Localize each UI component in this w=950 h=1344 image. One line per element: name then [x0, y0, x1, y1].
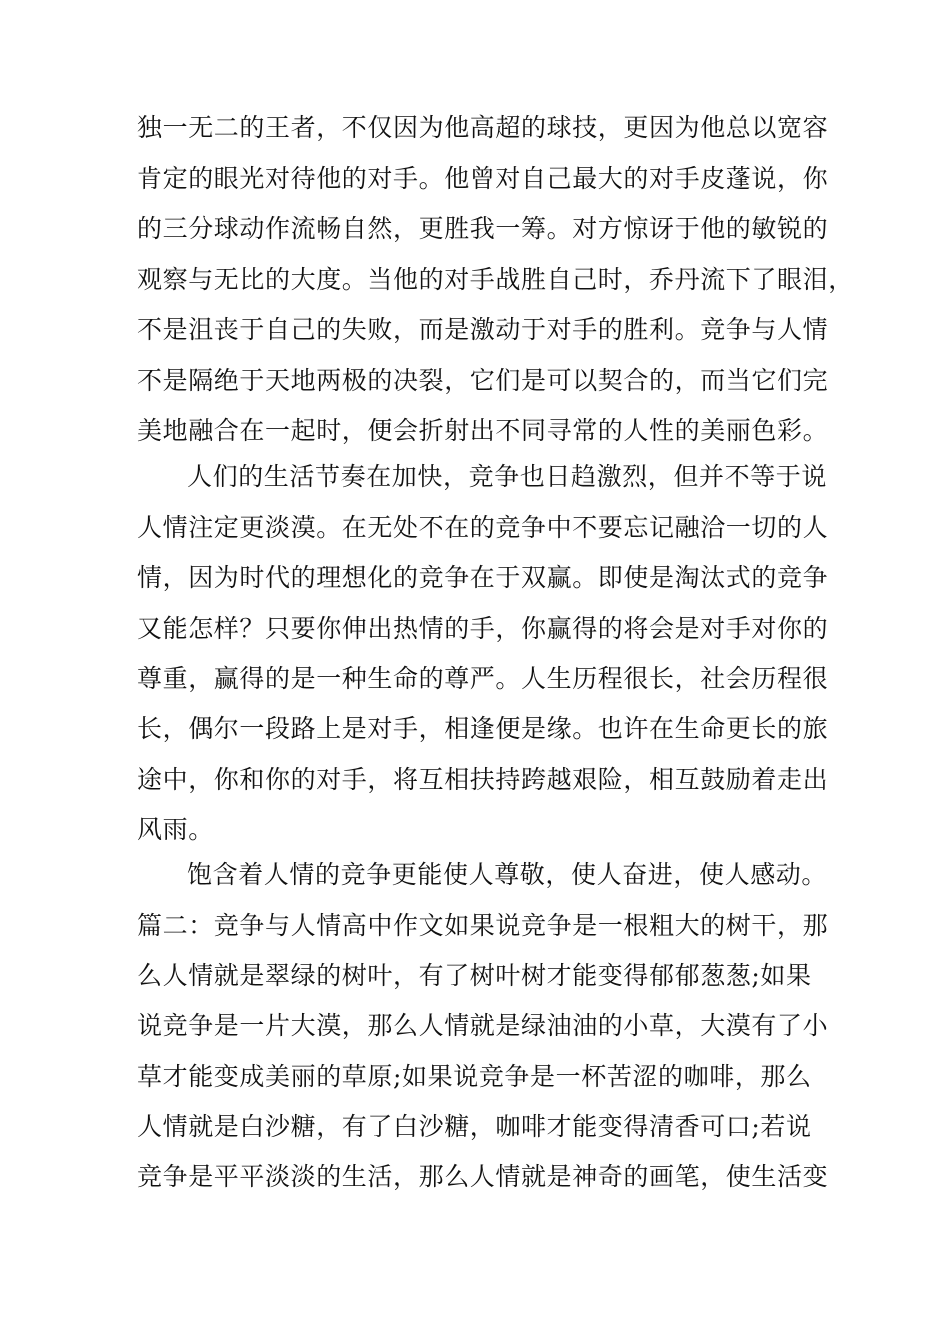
text-line: 途中，你和你的对手，将互相扶持跨越艰险，相互鼓励着走出 — [137, 765, 829, 794]
paragraph-first-line: 人们的生活节奏在加快，竞争也日趋激烈，但并不等于说 — [187, 462, 828, 491]
paragraph-first-line: 饱含着人情的竞争更能使人尊敬，使人奋进，使人感动。 — [187, 860, 828, 889]
text-line: 尊重，赢得的是一种生命的尊严。人生历程很长，社会历程很 — [137, 664, 829, 693]
text-line: 长，偶尔一段路上是对手，相逢便是缘。也许在生命更长的旅 — [137, 714, 829, 743]
text-line: 不是隔绝于天地两极的决裂，它们是可以契合的，而当它们完 — [137, 366, 829, 395]
text-line: 人情注定更淡漠。在无处不在的竞争中不要忘记融洽一切的人 — [137, 513, 829, 542]
text-line: 的三分球动作流畅自然，更胜我一筹。对方惊讶于他的敏锐的 — [137, 214, 829, 243]
text-line: 说竞争是一片大漠，那么人情就是绿油油的小草，大漠有了小 — [137, 1011, 829, 1040]
text-line: 又能怎样？只要你伸出热情的手，你赢得的将会是对手对你的 — [137, 614, 829, 643]
text-line: 独一无二的王者，不仅因为他高超的球技，更因为他总以宽容 — [137, 113, 829, 142]
text-line: 竞争是平平淡淡的生活，那么人情就是神奇的画笔，使生活变 — [137, 1162, 829, 1191]
text-line: 么人情就是翠绿的树叶，有了树叶树才能变得郁郁葱葱;如果 — [137, 961, 812, 990]
text-line: 风雨。 — [137, 815, 214, 844]
text-line: 情，因为时代的理想化的竞争在于双赢。即使是淘汰式的竞争 — [137, 563, 829, 592]
text-line: 不是沮丧于自己的失败，而是激动于对手的胜利。竞争与人情 — [137, 315, 829, 344]
text-line: 人情就是白沙糖，有了白沙糖，咖啡才能变得清香可口;若说 — [137, 1112, 812, 1141]
text-line: 草才能变成美丽的草原;如果说竞争是一杯苦涩的咖啡，那么 — [137, 1062, 812, 1091]
text-line: 肯定的眼光对待他的对手。他曾对自己最大的对手皮蓬说，你 — [137, 164, 829, 193]
text-line: 观察与无比的大度。当他的对手战胜自己时，乔丹流下了眼泪， — [137, 265, 854, 294]
text-line: 美地融合在一起时，便会折射出不同寻常的人性的美丽色彩。 — [137, 416, 829, 445]
text-line: 篇二：竞争与人情高中作文如果说竞争是一根粗大的树干，那 — [137, 911, 829, 940]
